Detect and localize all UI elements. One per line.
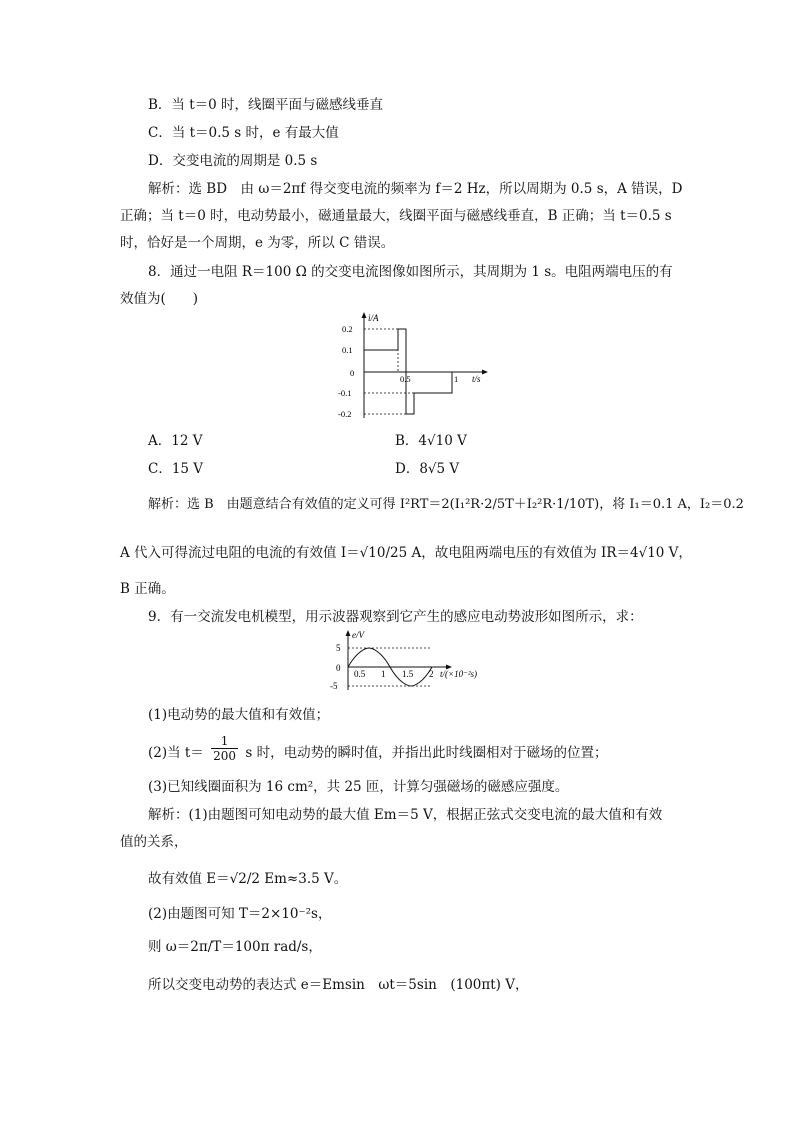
q8-ytick: -0.1 <box>338 388 352 398</box>
q9-xtick: 0.5 <box>354 669 366 679</box>
q9-ylabel: e/V <box>352 630 364 640</box>
q8-solution-line3: B 正确。 <box>120 581 175 597</box>
q7-solution-line1: 解析：选 BD 由 ω＝2πf 得交变电流的频率为 f＝2 Hz，所以周期为 0.5 s，A 错误，D <box>148 181 683 197</box>
q9-sub2-denominator: 200 <box>213 749 237 763</box>
q7-option-c: C．当 t＝0.5 s 时，e 有最大值 <box>148 125 339 141</box>
q8-ytick: 0.2 <box>342 324 353 334</box>
q8-xlabel: t/s <box>472 374 481 384</box>
q9-ytick: 5 <box>336 643 341 653</box>
q9-solution-line1: 解析：(1)由题图可知电动势的最大值 Em＝5 V，根据正弦式交变电流的最大值和有效 <box>148 807 663 823</box>
q9-sub3: (3)已知线圈面积为 16 cm²，共 25 匝，计算匀强磁场的磁感应强度。 <box>148 779 569 795</box>
q9-solution-line2: 值的关系， <box>120 834 188 850</box>
q9-ytick: -5 <box>330 681 338 691</box>
q9-xtick: 2 <box>429 669 434 679</box>
q9-xtick: 1 <box>381 669 386 679</box>
q8-xtick: 1 <box>454 374 459 384</box>
q8-solution-line2: A 代入可得流过电阻的电流的有效值 I＝√10/25 A，故电阻两端电压的有效值为 IR＝4√10 V， <box>120 545 692 561</box>
q9-xtick: 1.5 <box>402 669 414 679</box>
q9-solution-line3: 故有效值 E＝√2/2 Em≈3.5 V。 <box>148 871 348 887</box>
q9-sub2 <box>148 734 608 768</box>
q9-solution-line4: (2)由题图可知 T＝2×10⁻²s， <box>148 906 332 922</box>
q8-solution-line1: 解析：选 B 由题意结合有效值的定义可得 I²RT＝2(I₁²R·2/5T＋I₂²R·1/10T)，将 I₁＝0.1 A，I₂＝0.2 <box>148 497 744 512</box>
q9-ytick: 0 <box>336 663 341 673</box>
q9-sub2-numerator: 1 <box>211 734 238 749</box>
q9-solution-line6: 所以交变电动势的表达式 e＝Emsin ωt＝5sin (100πt) V， <box>148 977 529 993</box>
q8-ytick: 0.1 <box>342 345 353 355</box>
q9-sub2-prefix: (2)当 t＝ <box>148 745 204 761</box>
q8-waveform <box>364 329 406 372</box>
q8-option-b: B．4√10 V <box>395 433 467 449</box>
q8-option-c: C．15 V <box>148 461 204 477</box>
q9-emf-graph <box>326 630 502 692</box>
q8-option-a: A．12 V <box>148 433 203 449</box>
q9-sub2-fraction <box>211 734 238 763</box>
q8-ylabel: i/A <box>368 313 379 323</box>
q8-ytick: 0 <box>350 368 355 378</box>
q7-option-d: D．交变电流的周期是 0.5 s <box>148 153 318 169</box>
q7-solution-line3: 时，恰好是一个周期，e 为零，所以 C 错误。 <box>120 235 395 251</box>
q8-current-graph <box>336 310 496 422</box>
q8-stem-line2: 效值为( ) <box>120 291 199 307</box>
q8-option-d: D．8√5 V <box>395 461 460 477</box>
q9-stem: 9．有一交流发电机模型，用示波器观察到它产生的感应电动势波形如图所示，求： <box>148 609 643 625</box>
q8-stem-line1: 8．通过一电阻 R＝100 Ω 的交变电流图像如图所示，其周期为 1 s。电阻两端电压的有 <box>148 264 673 280</box>
q9-sub2-suffix: s 时，电动势的瞬时值，并指出此时线圈相对于磁场的位置； <box>245 745 608 761</box>
q9-sub1: (1)电动势的最大值和有效值； <box>148 707 330 723</box>
q8-xtick: 0.5 <box>400 374 411 384</box>
q7-option-b: B．当 t＝0 时，线圈平面与磁感线垂直 <box>148 97 384 113</box>
q9-xlabel: t/(×10⁻²s) <box>440 669 478 679</box>
q7-solution-line2: 正确；当 t＝0 时，电动势最小，磁通量最大，线圈平面与磁感线垂直，B 正确；当 t＝0.5 s <box>120 208 672 224</box>
q9-solution-line5: 则 ω＝2π/T＝100π rad/s， <box>148 939 322 955</box>
q8-ytick: -0.2 <box>338 409 352 419</box>
